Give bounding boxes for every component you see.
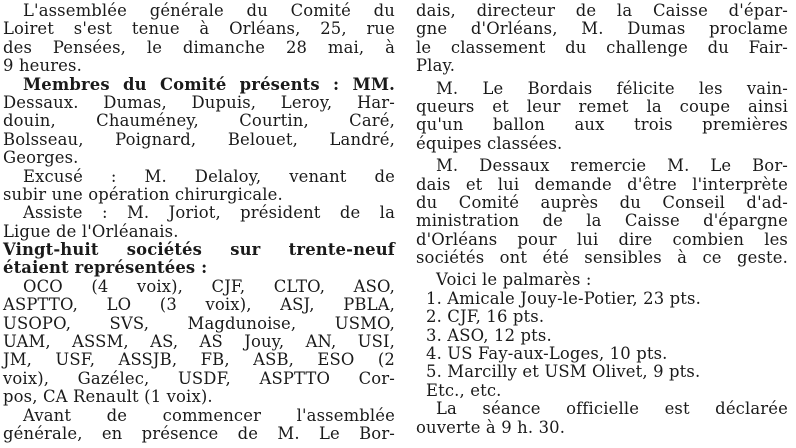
text-line: voix), Gazélec, USDF, ASPTTO Cor- <box>3 368 395 388</box>
text-line: dais et lui demande d'être l'interprète <box>416 174 788 194</box>
left-column <box>3 2 395 443</box>
text-line: gne d'Orléans, M. Dumas proclame <box>416 19 788 39</box>
text-line: Dessaux. Dumas, Dupuis, Leroy, Har- <box>3 92 395 112</box>
text-line: ministration de la Caisse d'épargne <box>416 211 788 231</box>
text-line: dais, directeur de la Caisse d'épar- <box>416 1 788 20</box>
text-line: sociétés ont été sensibles à ce geste. <box>416 248 788 268</box>
text-line: Vingt-huit sociétés sur trente-neuf <box>3 240 395 260</box>
text-line: Assiste : M. Joriot, président de la <box>23 203 395 223</box>
text-line: La séance officielle est déclarée <box>436 399 788 419</box>
text-line: L'assemblée générale du Comité du <box>23 1 395 20</box>
list-item: Etc., etc. <box>426 380 502 400</box>
text-line: JM, USF, ASSJB, FB, ASB, ESO (2 <box>3 350 395 370</box>
list-item: 1. Amicale Jouy-le-Potier, 23 pts. <box>426 288 701 308</box>
text-line: Avant de commencer l'assemblée <box>23 405 395 425</box>
text-line: subir une opération chirurgicale. <box>3 184 283 204</box>
text-line: Bolsseau, Poignard, Belouet, Landré, <box>3 129 395 149</box>
list-item: 4. US Fay-aux-Loges, 10 pts. <box>426 344 668 364</box>
text-line: ASPTTO, LO (3 voix), ASJ, PBLA, <box>3 295 395 315</box>
list-item: 2. CJF, 16 pts. <box>426 307 545 327</box>
text-line: M. Le Bordais félicite les vain- <box>436 78 788 98</box>
text-line: Voici le palmarès : <box>436 270 592 290</box>
text-line: des Pensées, le dimanche 28 mai, à <box>3 37 395 57</box>
text-line: pos, CA Renault (1 voix). <box>3 387 213 407</box>
text-line: étaient représentées : <box>3 258 208 278</box>
text-line: équipes classées. <box>416 133 563 153</box>
text-line: qu'un ballon aux trois premières <box>416 115 788 135</box>
text-line: d'Orléans pour lui dire combien les <box>416 229 788 249</box>
right-column <box>416 2 788 437</box>
text-line: Play. <box>416 56 456 76</box>
text-line: Membres du Comité présents : MM. <box>23 74 395 94</box>
text-line: USOPO, SVS, Magdunoise, USMO, <box>3 313 395 333</box>
text-line: UAM, ASSM, AS, AS Jouy, AN, USI, <box>3 332 395 352</box>
text-line: Ligue de l'Orléanais. <box>3 221 179 241</box>
list-item: 3. ASO, 12 pts. <box>426 325 552 345</box>
text-line: Excusé : M. Delaloy, venant de <box>23 166 395 186</box>
text-line: générale, en présence de M. Le Bor- <box>3 423 395 443</box>
text-line: Georges. <box>3 148 79 168</box>
text-line: queurs et leur remet la coupe ainsi <box>416 96 788 116</box>
text-line: OCO (4 voix), CJF, CLTO, ASO, <box>23 276 395 296</box>
text-line: M. Dessaux remercie M. Le Bor- <box>436 156 788 176</box>
text-line: ouverte à 9 h. 30. <box>416 417 566 437</box>
text-line: douin, Chauméney, Courtin, Caré, <box>3 111 395 131</box>
text-line: le classement du challenge du Fair- <box>416 37 788 57</box>
text-line: Loiret s'est tenue à Orléans, 25, rue <box>3 19 395 39</box>
text-line: 9 heures. <box>3 56 82 76</box>
text-line: du Comité auprès du Conseil d'ad- <box>416 192 788 212</box>
list-item: 5. Marcilly et USM Olivet, 9 pts. <box>426 362 701 382</box>
